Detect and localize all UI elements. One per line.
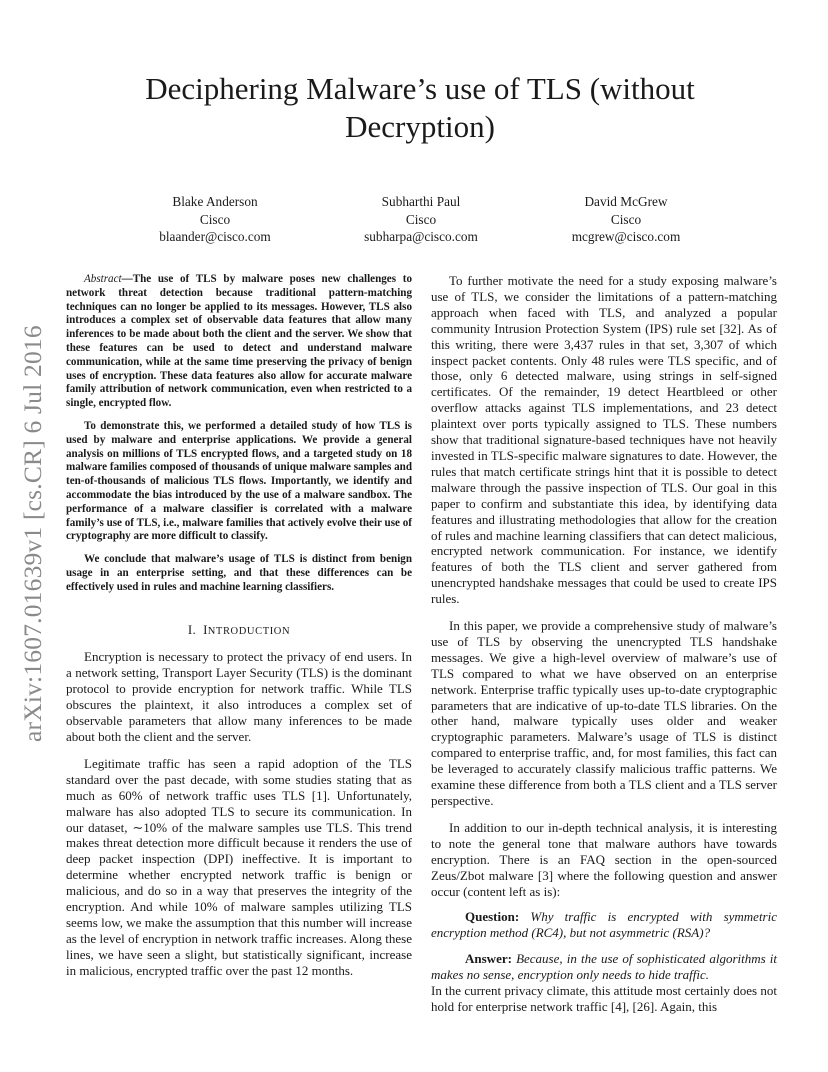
- abstract: [66, 273, 412, 595]
- body-paragraph: Legitimate traffic has seen a rapid adoption of the TLS standard over the past decade, with some studies stating that as much as 60% of network traffic uses TLS [1]. Unfortunately, malware has also adopted TLS to secure its communication. In our dataset, ∼10% of the malware samples use TLS. This trend makes threat detection more difficult because it renders the use of deep packet inspection (DPI) ineffective. It is important to determine whether encrypted network traffic is benign or malicious, and do so in a way that preserves the integrity of the encryption. And while 10% of malware samples utilizing TLS seems low, we make the assumption that this number will increase as the level of encryption in network traffic increases. Along these lines, we have seen a slight, but statistically significant, increase in malicious, encrypted traffic over the past 12 months.: [66, 755, 412, 978]
- body-paragraph: Encryption is necessary to protect the privacy of end users. In a network setting, Transport Layer Security (TLS) is the dominant protocol to provide encryption for network traffic. While TLS obscures the plaintext, it also introduces a complex set of observable parameters that allow many inferences to be made about both the client and the server.: [66, 649, 412, 744]
- left-column: [66, 273, 412, 979]
- title-line-1: Deciphering Malware’s use of TLS (without: [145, 71, 695, 106]
- body-paragraph: To further motivate the need for a study exposing malware’s use of TLS, we consider the limitations of a pattern-matching approach when faced with TLS, and analyzed a popular community Intrusion Protection System (IPS) rule set [32]. As of this writing, there were 3,437 rules in that set, 3,307 of which inspect packet contents. Only 48 rules were TLS specific, and of those, only 6 detected malware, using strings in self-signed certificates. Of the remainder, 19 detect Heartbleed or other overflow attacks against TLS implementations, and 23 detect plaintext over ports typically assigned to TLS. These numbers show that traditional signature-based techniques have not heavily invested in TLS-specific malware signatures to date. However, the rules that match certificate strings hint that it is possible to detect malware through the passive inspection of TLS. Our goal in this paper to confirm and substantiate this idea, by identifying data features and illustrating methodologies that allow for the creation of rules and machine learning classifiers that can detect malicious, encrypted network communication. For instance, we identify features of both the TLS client and server gathered from unencrypted handshake messages that could be used to create IPS rules.: [431, 273, 777, 607]
- abstract-label: Abstract: [84, 273, 122, 285]
- paper-title: [60, 70, 780, 146]
- author-3: [526, 193, 726, 246]
- faq-question: Question: Why traffic is encrypted with symmetric encryption method (RC4), but not asymmetric (RSA)?: [431, 909, 777, 941]
- body-paragraph: In addition to our in-depth technical analysis, it is interesting to note the general tone that malware authors have towards encryption. There is an FAQ section in the open-sourced Zeus/Zbot malware [3] where the following question and answer occur (content left as is):: [431, 819, 777, 899]
- author-name: David McGrew: [584, 194, 668, 209]
- author-email: subharpa@cisco.com: [364, 229, 478, 244]
- section-heading: I. INTRODUCTION: [187, 621, 291, 637]
- abstract-paragraph: Abstract—The use of TLS by malware poses new challenges to network threat detection because traditional pattern-matching techniques can no longer be applied to its messages. However, TLS also introduces a complex set of observable data features that allow many inferences to be made about both the client and the server. We show that these features can be used to detect and understand malware communication, while at the same time preserving the privacy of benign uses of encryption. These data features also allow for accurate malware family attribution of network communication, even when restricted to a single, encrypted flow.: [66, 273, 412, 410]
- author-affiliation: Cisco: [610, 211, 642, 227]
- author-1: [115, 193, 315, 246]
- body-paragraph: In this paper, we provide a comprehensive study of malware’s use of TLS by observing the unencrypted TLS handshake messages. We give a high-level overview of malware’s use of TLS compared to what we have observed on an enterprise network. Enterprise traffic typically uses up-to-date cryptographic parameters that are indicative of up-to-date TLS libraries. On the other hand, malware typically uses older and weaker cryptographic parameters. Malware’s usage of TLS is distinct compared to enterprise traffic, and, for most families, this fact can be leveraged to accurately classify malicious traffic patterns. We examine these difference from both a TLS client and a TLS server perspective.: [431, 618, 777, 808]
- arxiv-watermark: arXiv:1607.01639v1 [cs.CR] 6 Jul 2016: [18, 325, 47, 742]
- author-2: [321, 193, 521, 246]
- abstract-paragraph: We conclude that malware’s usage of TLS is distinct from benign usage in an enterprise setting, and that these differences can be effectively used in rules and machine learning classifiers.: [66, 553, 412, 593]
- right-column: [431, 273, 777, 1015]
- abstract-paragraph: To demonstrate this, we performed a detailed study of how TLS is used by malware and enterprise applications. We provide a general analysis on millions of TLS encrypted flows, and a targeted study on 18 malware families composed of thousands of unique malware samples and ten-of-thousands of malicious TLS flows. Importantly, we identify and accommodate the bias introduced by the use of a malware sandbox. The performance of a malware classifier is correlated with a malware family’s use of TLS, i.e., malware families that actively evolve their use of cryptography are more difficult to classify.: [66, 419, 412, 543]
- faq-quote: [431, 909, 777, 983]
- introduction-text: [66, 649, 412, 978]
- author-affiliation: Cisco: [405, 211, 437, 227]
- author-name: Subharthi Paul: [381, 194, 461, 209]
- author-email: blaander@cisco.com: [159, 229, 271, 244]
- title-line-2: Decryption): [345, 109, 495, 144]
- faq-answer: Answer: Because, in the use of sophisticated algorithms it makes no sense, encryption only needs to hide traffic.: [431, 951, 778, 983]
- author-affiliation: Cisco: [199, 211, 231, 227]
- author-name: Blake Anderson: [172, 194, 258, 209]
- body-paragraph: In the current privacy climate, this attitude most certainly does not hold for enterprise network traffic [4], [26]. Again, this: [431, 983, 777, 1014]
- author-email: mcgrew@cisco.com: [571, 229, 681, 244]
